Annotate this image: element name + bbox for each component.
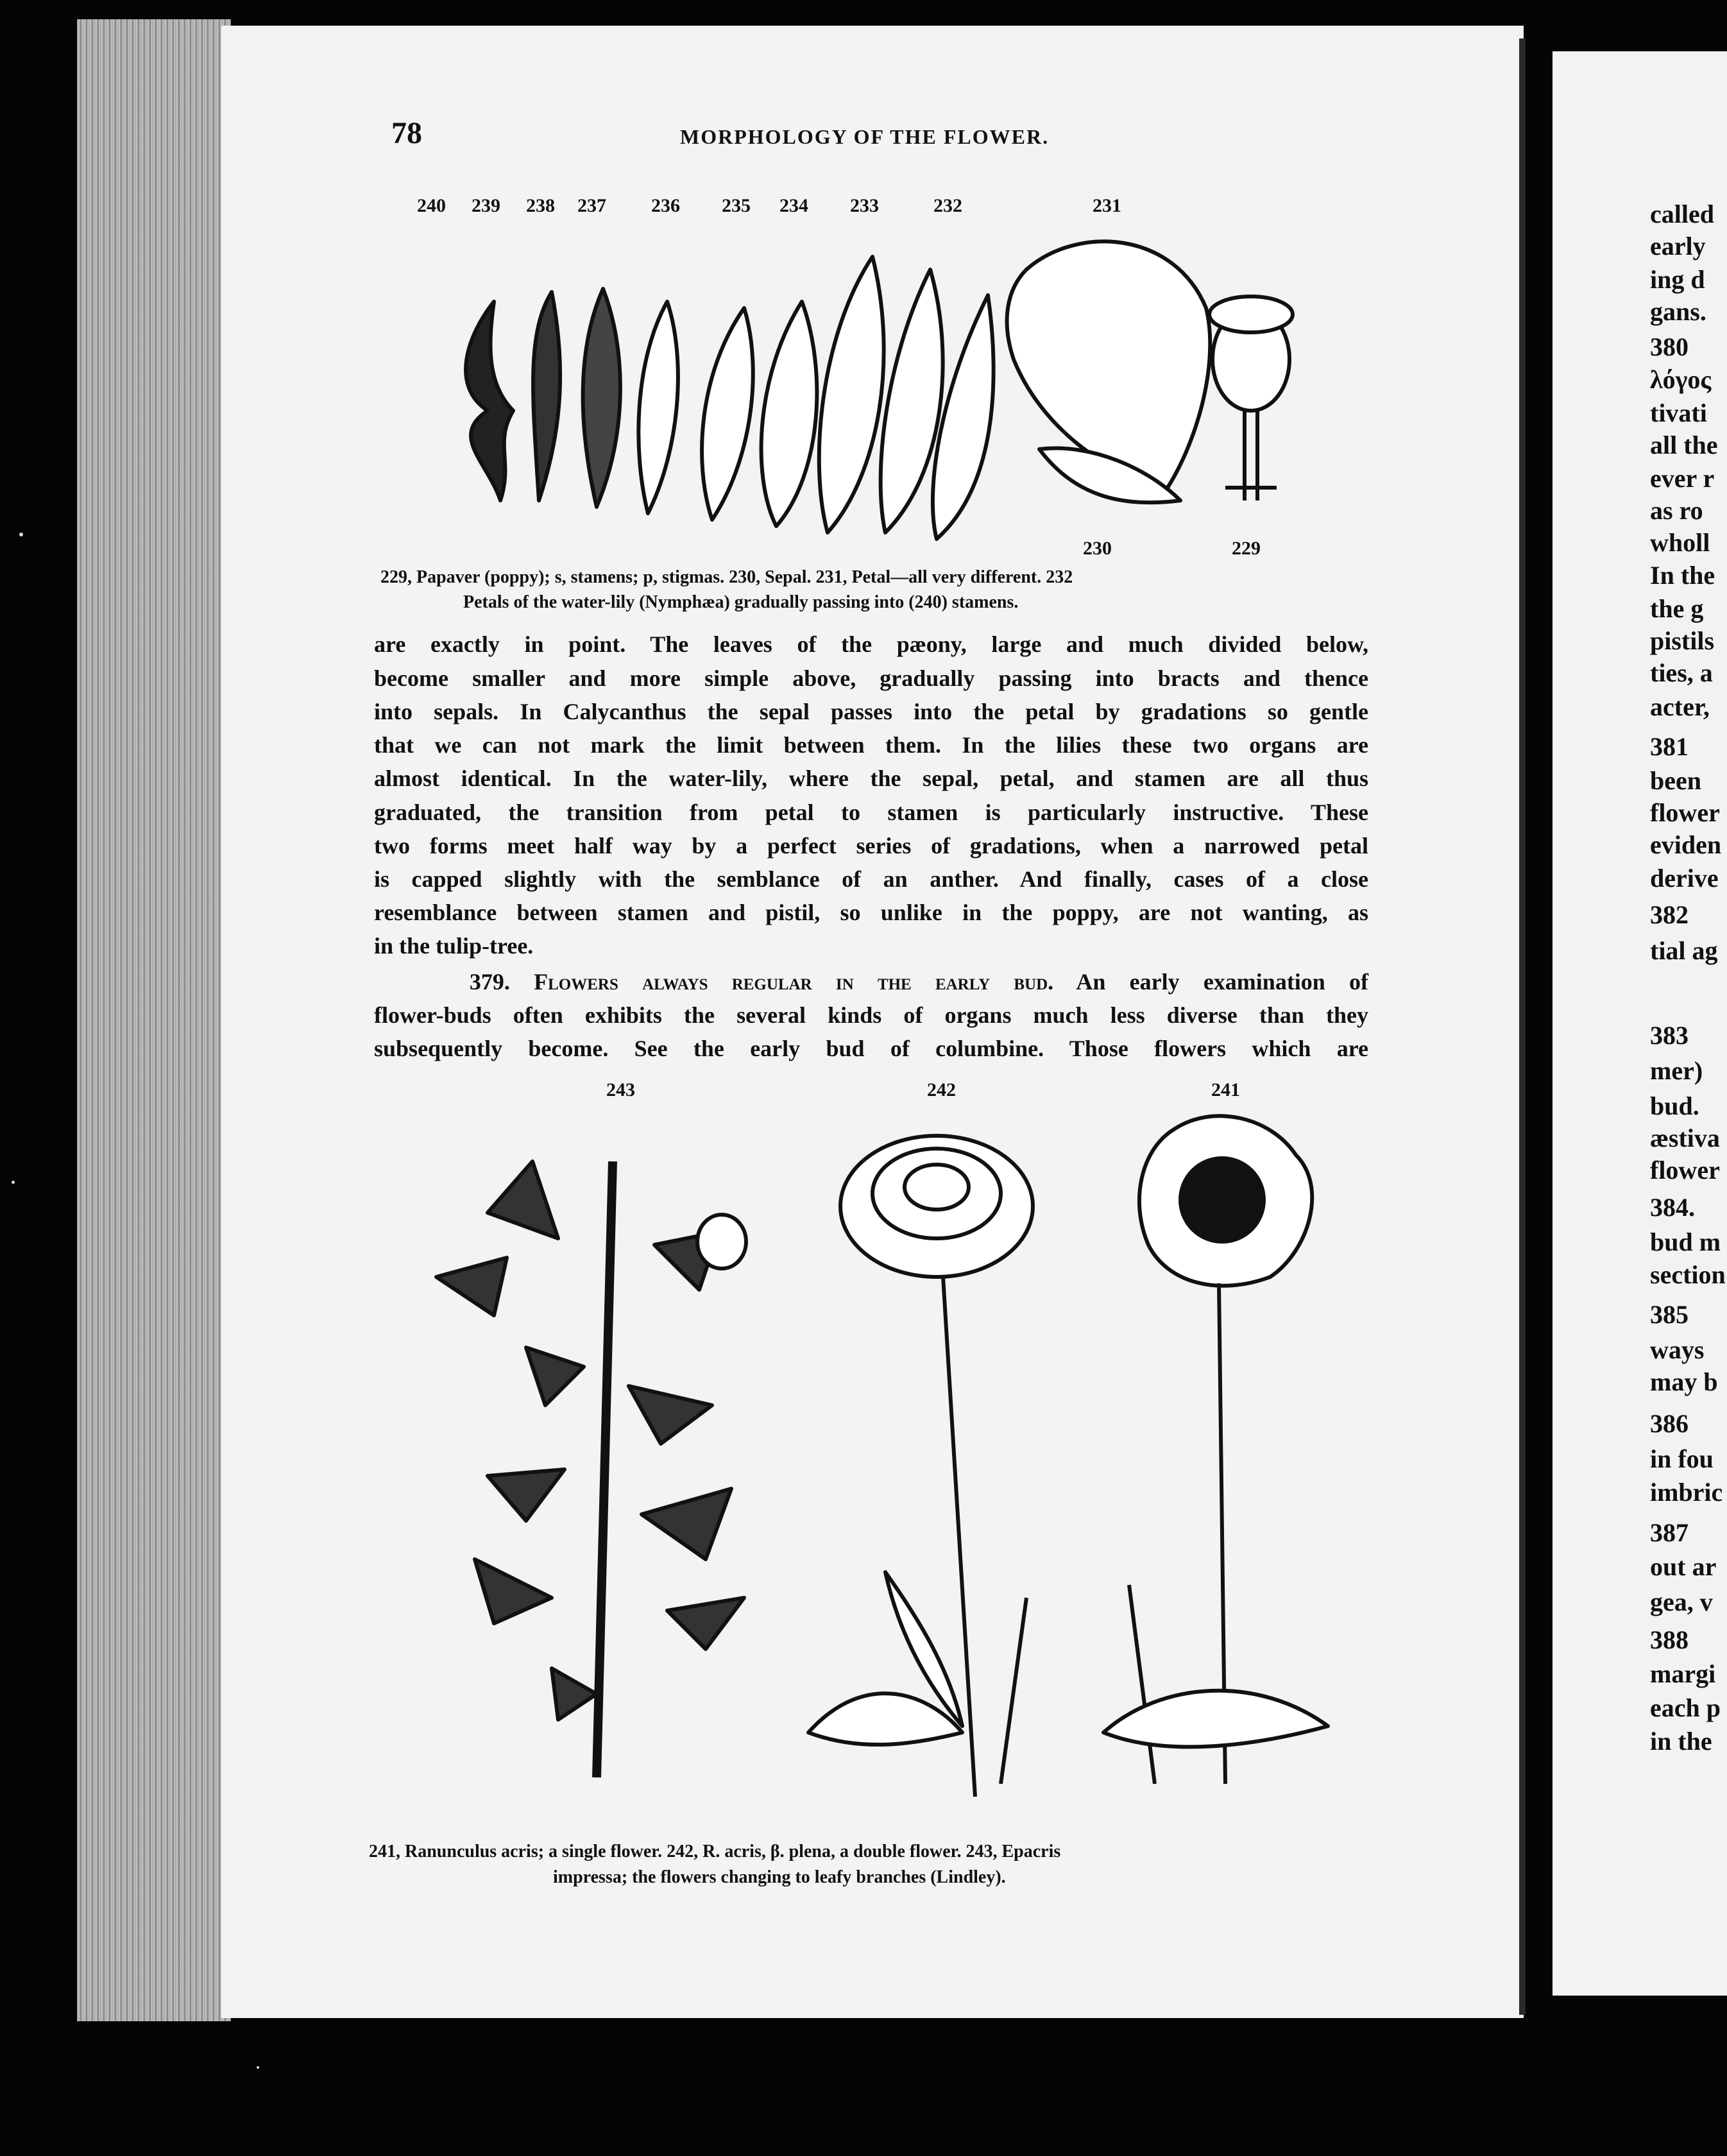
facing-page-line: been: [1650, 766, 1701, 795]
facing-page-line: tial ag: [1650, 936, 1718, 965]
petal-illustration: [819, 257, 884, 533]
facing-page-line: section: [1650, 1260, 1726, 1289]
facing-page-line: the g: [1650, 594, 1704, 623]
facing-page-line: 385: [1650, 1300, 1689, 1329]
facing-page-line: pistils: [1650, 626, 1715, 655]
facing-page-line: wholl: [1650, 528, 1710, 557]
leaf-illustration: [1103, 1691, 1328, 1747]
facing-page-line: derive: [1650, 864, 1719, 893]
facing-page-line: In the: [1650, 561, 1715, 590]
facing-page-line: ways: [1650, 1335, 1705, 1364]
facing-page-line: in the: [1650, 1727, 1712, 1756]
figure-number: 239: [472, 195, 500, 216]
section-379-line: [374, 970, 1368, 993]
facing-page-line: 387: [1650, 1518, 1689, 1547]
facing-page-line: æstiva: [1650, 1124, 1720, 1152]
figure-number: 234: [779, 195, 808, 216]
page-number: 78: [391, 116, 422, 150]
body-text-line: into sepals. In Calycanthus the sepal passes into the petal by gradations so gentle: [374, 699, 1368, 724]
body-text-line: resemblance between stamen and pistil, so unlike in the poppy, are not wanting, as: [374, 900, 1368, 925]
facing-page-line: flower: [1650, 798, 1720, 827]
figure-number: 241: [1211, 1079, 1240, 1100]
facing-page-line: out ar: [1650, 1552, 1717, 1581]
facing-page-line: flower: [1650, 1156, 1720, 1185]
facing-page-line: 380: [1650, 332, 1689, 361]
figure-caption: 229, Papaver (poppy); s, stamens; p, stigmas. 230, Sepal. 231, Petal—all very different. 232: [380, 567, 1073, 587]
facing-page-line: 383: [1650, 1021, 1689, 1050]
figure-number: 235: [722, 195, 751, 216]
facing-page-line: may b: [1650, 1367, 1718, 1396]
facing-page-line: gea, v: [1650, 1587, 1713, 1616]
flower-center-illustration: [1180, 1158, 1264, 1242]
scan-speck: [12, 1181, 15, 1184]
body-text-line: is capped slightly with the semblance of an anther. And finally, cases of a close: [374, 866, 1368, 892]
facing-page-line: 382: [1650, 900, 1689, 929]
petal-illustration: [702, 308, 753, 520]
stamen-illustration: [583, 289, 620, 507]
section-heading: Flowers always regular in the early bud.: [534, 969, 1054, 995]
poppy-petal-illustration: [1007, 241, 1211, 488]
section-text: An early examination of: [1076, 969, 1369, 995]
figure-caption: impressa; the flowers changing to leafy branches (Lindley).: [553, 1867, 1006, 1887]
figure-number: 240: [417, 195, 446, 216]
facing-page-line: called: [1650, 200, 1714, 228]
figure-caption: 241, Ranunculus acris; a single flower. 242, R. acris, β. plena, a double flower. 243, Epacris: [369, 1842, 1061, 1861]
figure-number: 230: [1083, 538, 1112, 559]
figure-number: 242: [927, 1079, 956, 1100]
facing-page-line: mer): [1650, 1056, 1703, 1085]
figure-number: 233: [850, 195, 879, 216]
figure-caption: Petals of the water-lily (Nymphæa) gradually passing into (240) stamens.: [463, 592, 1019, 612]
body-text-line: in the tulip-tree.: [374, 933, 534, 959]
body-text-line: flower-buds often exhibits the several kinds of organs much less diverse than they: [374, 1002, 1368, 1028]
facing-page-line: eviden: [1650, 830, 1722, 859]
facing-page-line: bud.: [1650, 1091, 1699, 1120]
facing-page-line: ties, a: [1650, 658, 1713, 687]
figure-number: 238: [526, 195, 555, 216]
facing-page-line: λόγος: [1650, 365, 1712, 394]
body-text-line: almost identical. In the water-lily, where the sepal, petal, and stamen are all thus: [374, 766, 1368, 791]
epacris-stem-illustration: [597, 1161, 613, 1777]
figure-number: 243: [606, 1079, 635, 1100]
facing-page-line: 384.: [1650, 1193, 1695, 1222]
facing-page-line: each p: [1650, 1693, 1721, 1722]
facing-page-line: gans.: [1650, 297, 1706, 326]
figure-number: 236: [651, 195, 680, 216]
facing-page-line: ever r: [1650, 464, 1715, 493]
scan-speck: [19, 533, 23, 536]
section-number: 379.: [469, 969, 510, 995]
scan-speck: [257, 2066, 259, 2069]
facing-page-line: as ro: [1650, 496, 1703, 525]
facing-page-line: early: [1650, 232, 1706, 261]
facing-page-line: 388: [1650, 1625, 1689, 1654]
stamen-illustration: [466, 302, 513, 501]
running-head: MORPHOLOGY OF THE FLOWER.: [680, 125, 1050, 148]
facing-page-line: 381: [1650, 732, 1689, 761]
figure-number: 237: [577, 195, 606, 216]
facing-page-line: in fou: [1650, 1444, 1714, 1473]
facing-page-line: all the: [1650, 431, 1718, 459]
body-text-line: are exactly in point. The leaves of the pæony, large and much divided below,: [374, 631, 1368, 657]
figure-number: 229: [1232, 538, 1261, 559]
facing-page-line: margi: [1650, 1659, 1716, 1688]
facing-page-line: bud m: [1650, 1228, 1721, 1256]
figure-number: 231: [1093, 195, 1121, 216]
body-text-line: graduated, the transition from petal to stamen is particularly instructive. These: [374, 800, 1368, 825]
body-text-line: that we can not mark the limit between them. In the lilies these two organs are: [374, 732, 1368, 758]
facing-page-line: 386: [1650, 1409, 1689, 1438]
facing-page-line: ing d: [1650, 265, 1705, 294]
facing-page-line: imbric: [1650, 1478, 1723, 1507]
figure-number: 232: [933, 195, 962, 216]
stamen-illustration: [533, 292, 560, 501]
leaf-illustration: [808, 1693, 962, 1745]
body-text-line: subsequently become. See the early bud of columbine. Those flowers which are: [374, 1036, 1368, 1061]
petal-illustration: [638, 302, 678, 513]
body-text-line: become smaller and more simple above, gradually passing into bracts and thence: [374, 665, 1368, 691]
petal-illustration: [761, 302, 817, 526]
facing-page-line: acter,: [1650, 692, 1710, 721]
poppy-stigma-illustration: [1209, 296, 1293, 332]
facing-page-line: tivati: [1650, 398, 1707, 427]
body-text-line: two forms meet half way by a perfect series of gradations, when a narrowed petal: [374, 833, 1368, 859]
